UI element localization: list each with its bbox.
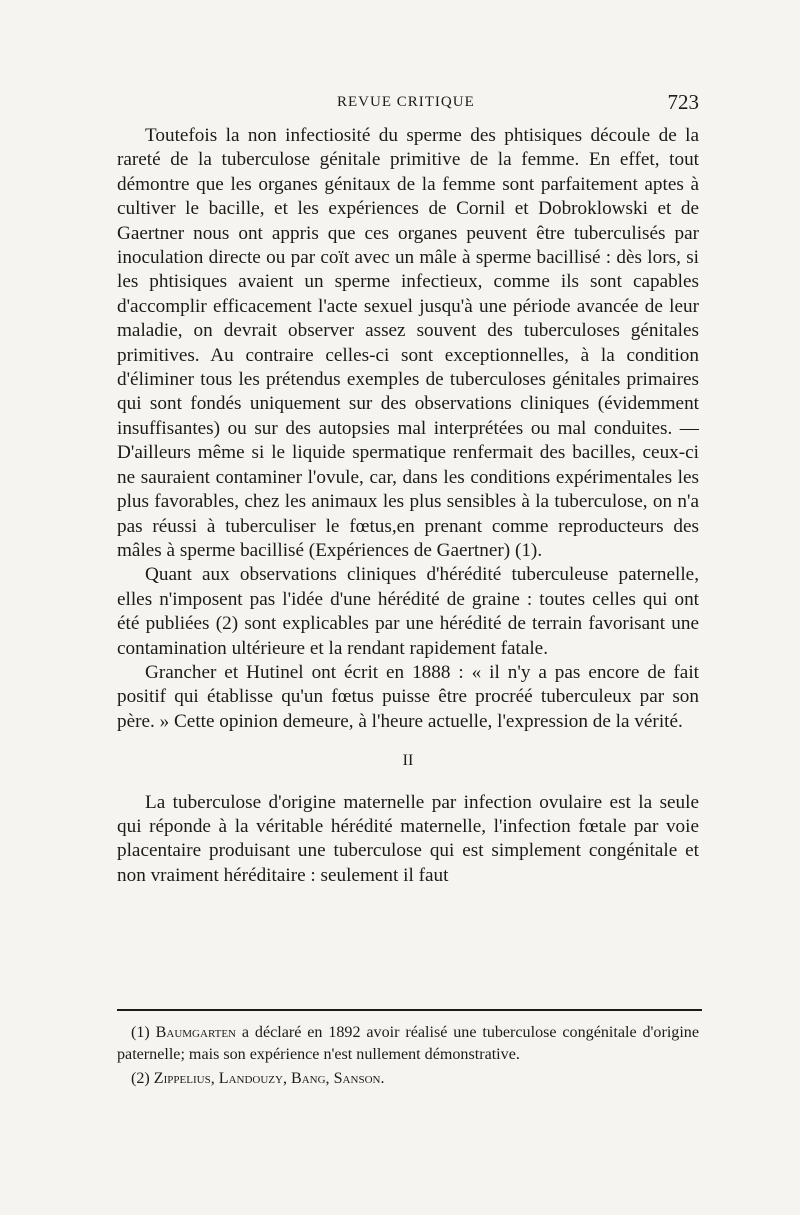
footnote-rule (117, 1009, 702, 1011)
paragraph: Quant aux observations cliniques d'hérédité tuberculeuse paternelle, elles n'imposent pas l'idée d'une hérédité de graine : toutes celles qui ont été publiées (2) sont explicables par une hérédité de terrain favorisant une contamination ultérieure et la rendant rapidement fatale. (117, 564, 699, 659)
page-header (117, 90, 699, 118)
footnote (117, 1068, 699, 1090)
footnote-text: a déclaré en 1892 avoir réalisé une tuberculose congénitale d'origine paternelle; mais son expérience n'est nullement démonstrative. (117, 1024, 699, 1063)
section-heading: II (402, 752, 414, 770)
footnote-marker: (1) (131, 1024, 150, 1041)
body-text (117, 124, 699, 888)
page-number: 723 (667, 90, 699, 114)
footnotes (117, 1022, 699, 1092)
footnote-authors: Zippelius, Landouzy, Bang, Sanson. (153, 1070, 385, 1087)
footnote-marker: (2) (131, 1070, 150, 1087)
footnote (117, 1022, 699, 1066)
footnote-author: Baumgarten (155, 1024, 237, 1041)
paragraph: La tuberculose d'origine maternelle par infection ovulaire est la seule qui réponde à la véritable hérédité maternelle, l'infection fœtale par voie placentaire produisant une tuberculose qui est simplement congénitale et non vraiment héréditaire : seulement il faut (117, 791, 699, 886)
paragraph: Grancher et Hutinel ont écrit en 1888 : « il n'y a pas encore de fait positif qui établisse qu'un fœtus puisse être procréé tuberculeux par son père. » Cette opinion demeure, à l'heure actuelle, l'expression de la vérité. (117, 661, 699, 732)
running-title: REVUE CRITIQUE (337, 94, 475, 110)
paragraph: Toutefois la non infectiosité du sperme des phtisiques découle de la rareté de la tuberculose génitale primitive de la femme. En effet, tout démontre que les organes génitaux de la femme sont parfaitement aptes à cultiver le bacille, et les expériences de Cornil et Dobroklowski et de Gaertner nous ont appris que ces organes peuvent être tuberculisés par inoculation directe ou par coït avec un mâle à sperme bacillisé : dès lors, si les phtisiques avaient un sperme infectieux, comme ils sont capables d'accomplir efficacement l'acte sexuel jusqu'à une période avancée de leur maladie, on devrait observer assez souvent des tuberculoses génitales primitives. Au contraire celles-ci sont exceptionnelles, à la condition d'éliminer tous les prétendus exemples de tuberculoses génitales primaires qui sont fondés uniquement sur des observations cliniques (évidemment insuffisantes) ou sur des autopsies mal interprétées ou mal conduites. — D'ailleurs même si le liquide spermatique renfermait des bacilles, ceux-ci ne sauraient contaminer l'ovule, car, dans les conditions expérimentales les plus favorables, chez les animaux les plus sensibles à la tuberculose, on n'a pas réussi à tuberculiser le fœtus,en prenant comme reproducteurs des mâles à sperme bacillisé (Expériences de Gaertner) (1). (117, 125, 699, 561)
